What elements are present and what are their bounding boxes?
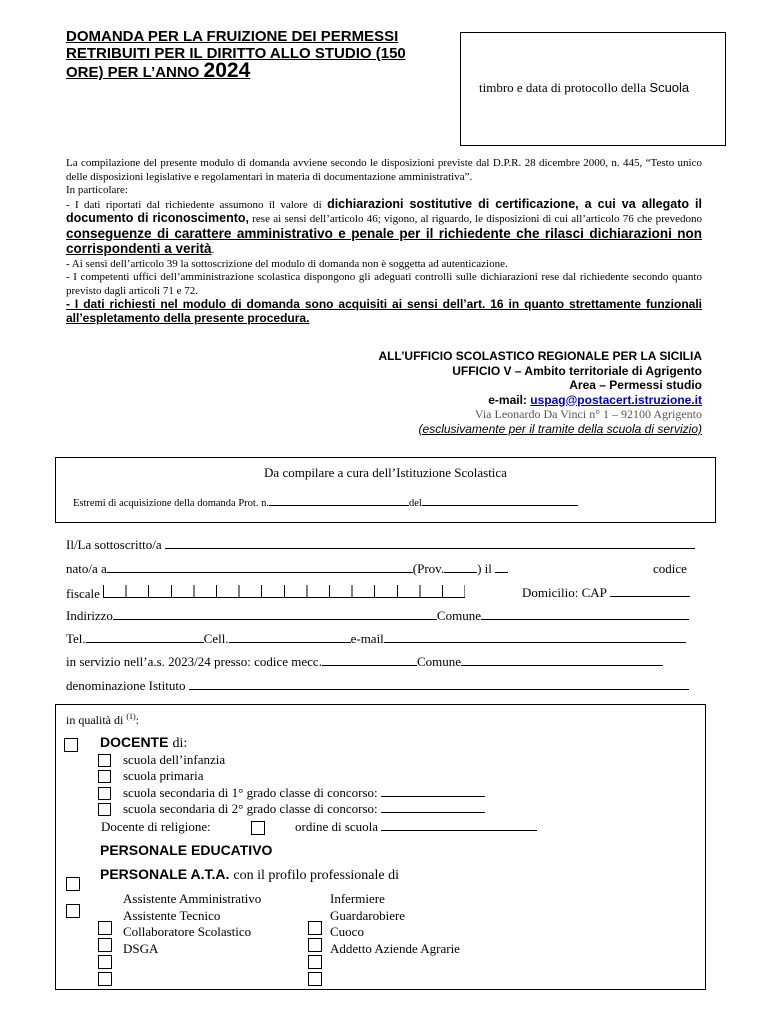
birthdate-field[interactable]: [495, 561, 508, 573]
row-domicilio: Domicilio: CAP: [522, 585, 690, 601]
protocol-date-field[interactable]: [422, 494, 578, 506]
ata-right-checkbox[interactable]: [308, 972, 322, 986]
title-year: 2024: [203, 59, 251, 82]
ata-profile-right: Cuoco: [330, 924, 364, 939]
docente-checkbox[interactable]: [64, 738, 78, 752]
ata-left-checkbox[interactable]: [98, 972, 112, 986]
intro-p3: - I dati riportati dal richiedente assumono il valore di dichiarazioni sostitutive di certificazione, a cui va allegato il documento di riconoscimento, rese ai sensi dell’articolo 46; vigono, al riguardo, le disposizioni di cui all’articolo 76 che prevedono conseguenze di carattere amministrativo e penale per il richiedente che rilasci dichiarazioni non corrispondenti a verità.: [66, 196, 703, 256]
row-nato: nato/a a (Prov. ) il: [66, 561, 508, 577]
infanzia-checkbox[interactable]: [98, 754, 111, 767]
address-field[interactable]: [113, 608, 437, 620]
primaria-checkbox[interactable]: [98, 770, 111, 783]
ata-checkbox[interactable]: [66, 904, 80, 918]
ata-right-checkbox[interactable]: [308, 921, 322, 935]
sec2-class-field[interactable]: [381, 801, 485, 813]
sec1-checkbox[interactable]: [98, 787, 111, 800]
recipient-email-row: e-mail: uspag@postacert.istruzione.it: [488, 392, 702, 407]
protocol-stamp-label: timbro e data di protocollo della Scuola: [479, 80, 690, 95]
recipient-address: Via Leonardo Da Vinci n° 1 – 92100 Agrigento: [474, 407, 702, 421]
ordine-field[interactable]: [381, 819, 537, 831]
ata-profile-left: Assistente Tecnico: [123, 907, 221, 923]
ata-profile-left: DSGA: [123, 940, 159, 956]
sec2-row: scuola secondaria di 2° grado classe di concorso:: [123, 801, 485, 817]
ata-right-list: [330, 891, 460, 957]
school-code-field[interactable]: [322, 654, 417, 666]
infanzia-label: scuola dell’infanzia: [123, 752, 226, 767]
ordine-row: ordine di scuola: [295, 819, 537, 835]
intro-p2: In particolare:: [66, 184, 128, 196]
name-field[interactable]: [165, 537, 695, 549]
ata-profile-left: Assistente Amministrativo: [123, 891, 262, 906]
birthplace-field[interactable]: [107, 561, 413, 573]
intro-p6: - I dati richiesti nel modulo di domanda sono acquisiti ai sensi dell’art. 16 in quanto strettamente funzionali all’espletamento della presente procedura.: [66, 297, 702, 325]
protocol-number-field[interactable]: [269, 494, 409, 506]
title-line-3: ORE) PER L’ANNO 2024: [66, 59, 251, 82]
email-field[interactable]: [384, 631, 686, 643]
recipient-area: Area – Permessi studio: [569, 378, 702, 392]
institution-title: Da compilare a cura dell’Istituzione Scolastica: [264, 465, 507, 480]
row-servizio: in servizio nell’a.s. 2023/24 presso: codice mecc. Comune: [66, 654, 663, 670]
intro-p4: - Ai sensi dell’articolo 39 la sottoscrizione del modulo di domanda non è soggetta ad autenticazione.: [66, 257, 508, 270]
protocol-number-row: Estremi di acquisizione della domanda Prot. n. del: [73, 494, 578, 509]
ata-left-list: [123, 891, 261, 957]
fiscal-code-field[interactable]: [103, 585, 465, 598]
row-denominazione: denominazione Istituto: [66, 678, 689, 694]
educativo-checkbox[interactable]: [66, 877, 80, 891]
school-name-field[interactable]: [189, 678, 689, 690]
ata-profile-left: Collaboratore Scolastico: [123, 924, 252, 939]
qualita-label: in qualità di $^{(1)}$:: [66, 712, 139, 727]
row-fiscale: fiscale: [66, 585, 465, 602]
intro-p1: La compilazione del presente modulo di domanda avviene secondo le disposizioni previste dal D.P.R. 28 dicembre 2000, n. 445, “Testo unico delle disposizioni legislative e regolamentari in materia di documentazione amministrativa”.: [66, 157, 702, 183]
educativo-heading: PERSONALE EDUCATIVO: [100, 842, 273, 858]
ata-left-checkbox[interactable]: [98, 921, 112, 935]
primaria-label: scuola primaria: [123, 768, 204, 783]
cap-field[interactable]: [610, 585, 690, 597]
sec1-row: scuola secondaria di 1° grado classe di concorso:: [123, 785, 485, 801]
sec2-checkbox[interactable]: [98, 803, 111, 816]
ata-right-checkbox[interactable]: [308, 955, 322, 969]
recipient-email-link[interactable]: uspag@postacert.istruzione.it: [530, 392, 702, 407]
city-field[interactable]: [481, 608, 689, 620]
ata-left-checkbox[interactable]: [98, 955, 112, 969]
title-line-1: DOMANDA PER LA FRUIZIONE DEI PERMESSI: [66, 28, 399, 45]
ata-profile-right: Infermiere: [330, 891, 385, 906]
docente-heading: DOCENTE di:: [100, 734, 188, 751]
recipient-unit: UFFICIO V – Ambito territoriale di Agrigento: [452, 363, 702, 378]
ata-profile-right: Guardarobiere: [330, 907, 406, 923]
religione-checkbox[interactable]: [251, 821, 265, 835]
sec1-class-field[interactable]: [381, 785, 485, 797]
ata-right-checkbox[interactable]: [308, 938, 322, 952]
codice-label: codice: [653, 561, 687, 576]
ata-left-checkbox[interactable]: [98, 938, 112, 952]
row-sottoscritto: Il/La sottoscritto/a: [66, 537, 695, 553]
mobile-field[interactable]: [229, 631, 351, 643]
ata-heading: PERSONALE A.T.A. con il profilo professionale di: [100, 866, 400, 883]
intro-text: [66, 157, 702, 325]
phone-field[interactable]: [86, 631, 204, 643]
recipient-note: (esclusivamente per il tramite della scuola di servizio): [418, 421, 702, 436]
row-contatti: Tel. Cell. e-mail: [66, 631, 686, 647]
province-field[interactable]: [444, 561, 477, 573]
intro-p5: - I competenti uffici dell’amministrazione scolastica dispongono gli adeguati controlli sulle dichiarazioni rese dal richiedente secondo quanto previsto dagli articoli 71 e 72.: [66, 271, 702, 297]
row-indirizzo: Indirizzo Comune: [66, 608, 689, 624]
recipient-block: [378, 349, 702, 436]
document-title: [66, 28, 458, 81]
title-line-2: RETRIBUITI PER IL DIRITTO ALLO STUDIO (150: [66, 45, 406, 62]
religione-label: Docente di religione:: [101, 819, 211, 834]
recipient-office: ALL’UFFICIO SCOLASTICO REGIONALE PER LA SICILIA: [378, 349, 702, 363]
school-city-field[interactable]: [461, 654, 663, 666]
ata-profile-right: Addetto Aziende Agrarie: [330, 940, 460, 956]
